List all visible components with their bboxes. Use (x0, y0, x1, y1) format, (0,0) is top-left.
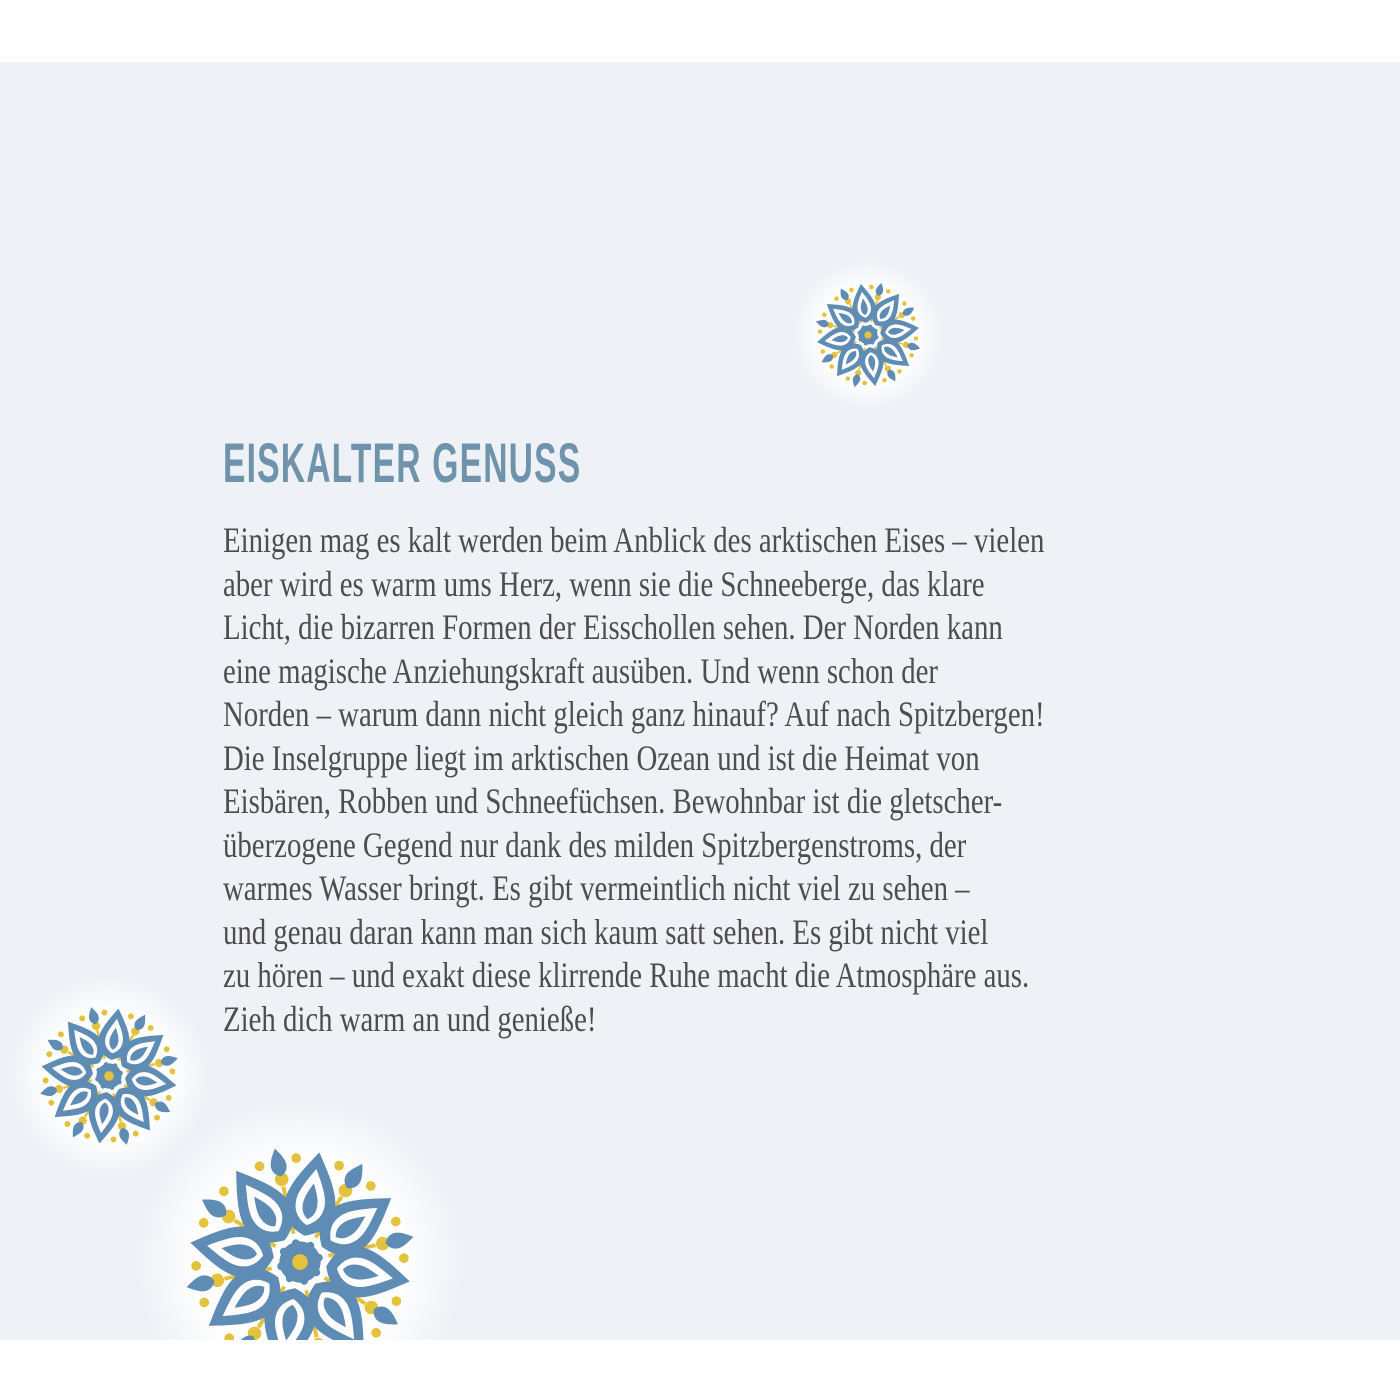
body-line: Eisbären, Robben und Schneefüchsen. Bewohnbar ist die gletscher- (223, 781, 1003, 821)
body-line: Die Inselgruppe liegt im arktischen Ozean und ist die Heimat von (223, 737, 980, 778)
body-line: eine magische Anziehungskraft ausüben. Und wenn schon der (223, 650, 938, 691)
page-background (0, 62, 1400, 1340)
page-title: EISKALTER GENUSS (223, 431, 582, 494)
snowflake-rosette-icon (35, 1002, 183, 1150)
snowflake-rosette-icon (812, 279, 924, 391)
body-text (223, 519, 1045, 1041)
body-line: Licht, die bizarren Formen der Eisschollen sehen. Der Norden kann (223, 607, 1003, 647)
snowflake-rosette-icon (179, 1141, 421, 1340)
body-line: zu hören – und exakt diese klirrende Ruhe macht die Atmosphäre aus. (223, 955, 1030, 995)
body-line: Einigen mag es kalt werden beim Anblick des arktischen Eises – vielen (223, 520, 1045, 560)
body-line: und genau daran kann man sich kaum satt sehen. Es gibt nicht viel (223, 911, 989, 952)
body-line: warmes Wasser bringt. Es gibt vermeintlich nicht viel zu sehen – (223, 868, 970, 908)
body-line: Norden – warum dann nicht gleich ganz hinauf? Auf nach Spitzbergen! (223, 694, 1045, 734)
body-line: Zieh dich warm an und genieße! (223, 998, 597, 1039)
body-line: überzogene Gegend nur dank des milden Spitzbergenstroms, der (223, 824, 967, 865)
body-line: aber wird es warm ums Herz, wenn sie die Schneeberge, das klare (223, 563, 985, 604)
